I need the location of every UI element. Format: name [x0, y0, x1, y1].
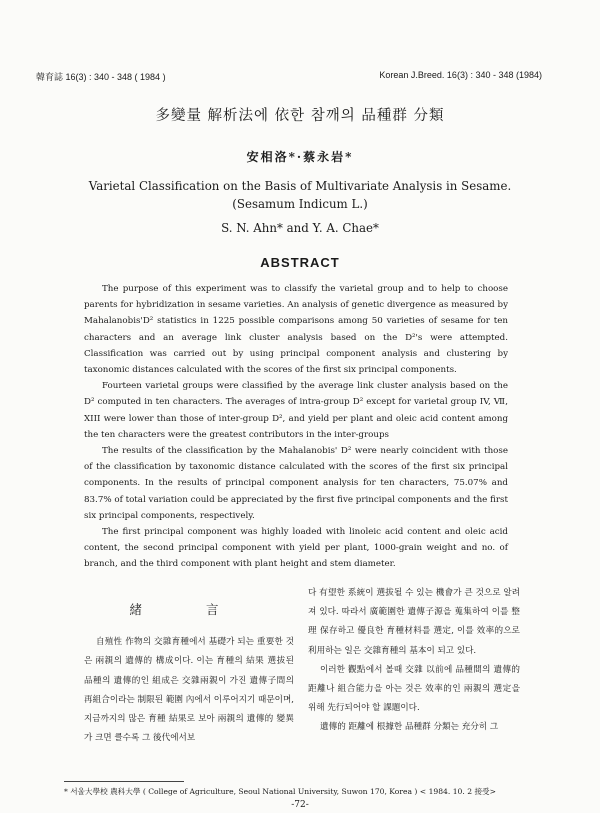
section-heading-introduction: 緒 言: [129, 602, 249, 617]
abstract-paragraph: The first principal component was highly loaded with linoleic acid content and oleic acid content, the second principal component with yield per plant, 1000-grain weight and no. of branch, and the third component with plant height and stem diameter.: [84, 527, 508, 570]
title-english-line-1: Varietal Classification on the Basis of Multivariate Analysis in Sesame.: [88, 179, 512, 193]
abstract-paragraph: Fourteen varietal groups were classified by the average link cluster analysis based on the D² computed in ten characters. The averages of intra-group D² except for varietal group IV, Ⅶ, XIII were lower than those of inter-group D², and yield per plant and oleic acid content among the ten characters were the greatest contributors in the inter-groups: [84, 381, 508, 440]
abstract-body: [84, 281, 508, 573]
journal-header-english: Korean J.Breed. 16(3) : 340 - 348 (1984): [379, 70, 542, 80]
paper-title-korean: 多變量 解析法에 依한 참깨의 品種群 分類: [155, 108, 445, 124]
body-paragraph: 다 有望한 系統이 選拔될 수 있는 機會가 큰 것으로 알려져 있다. 따라서 廣範圍한 遺傳子源을 蒐集하여 이를 整理 保存하고 優良한 育種材料를 選定, 이를 效率的으로 利用하는 일은 交雜育種의 基本이 되고 있다.: [308, 588, 520, 656]
abstract-paragraph: The purpose of this experiment was to classify the varietal group and to help to choose parents for hybridization in sesame varieties. An analysis of genetic divergence as measured by Mahalanobis'D² statistics in 1225 possible comparisons among 50 varieties of sesame for ten characters and an average link cluster analysis based on the D²'s were attempted. Classification was carried out by using principal component analysis and clustering by taxonomic distances calculated with the scores of the first six principal components.: [84, 284, 508, 376]
abstract-heading: ABSTRACT: [260, 255, 340, 270]
journal-header-korean: 韓育誌 16(3) : 340 - 348 ( 1984 ): [36, 72, 166, 82]
page-number: -72-: [291, 800, 309, 810]
paper-title-english: [0, 177, 600, 213]
body-paragraph: 이러한 觀點에서 볼때 交雜 以前에 品種間의 遺傳的 距離나 組合能力을 아는 것은 效率的인 兩親의 選定을 위해 先行되어야 할 課題이다.: [308, 664, 520, 714]
authors-english: S. N. Ahn* and Y. A. Chae*: [221, 221, 379, 235]
affiliation-footnote: * 서울大學校 農科大學 ( College of Agriculture, Seoul National University, Suwon 170, Korea ) < 1984. 10. 2 接受>: [64, 787, 497, 796]
body-left-column: [84, 600, 294, 748]
title-english-line-2: (Sesamum Indicum L.): [232, 197, 368, 211]
abstract-paragraph: The results of the classification by the Mahalanobis' D² were nearly coincident with those of the classification by taxonomic distance calculated with the scores of the first six principal components. In the results of principal component analysis for ten characters, 75.07% and 83.7% of total variation could be appreciated by the first five principal components and the first six principal components, respectively.: [84, 446, 508, 521]
authors-korean: 安相洛*·蔡永岩*: [246, 150, 354, 164]
body-paragraph: 遺傳的 距離에 根據한 品種群 分類는 充分히 그: [320, 722, 499, 733]
body-right-column: [308, 584, 520, 738]
body-paragraph: 自殖性 作物의 交雜育種에서 基礎가 되는 重要한 것은 兩親의 遺傳的 構成이다. 이는 育種의 結果 選拔된 品種의 遺傳的인 組成은 交雜兩親이 가진 遺傳子間의 再組合이라는 制限된 範圍 內에서 이루어지기 때문이며, 지금까지의 많은 育種 結果로 보아 兩親의 遺傳的 變異가 크면 클수록 그 後代에서보: [84, 637, 294, 744]
footnote-divider: [64, 781, 184, 782]
